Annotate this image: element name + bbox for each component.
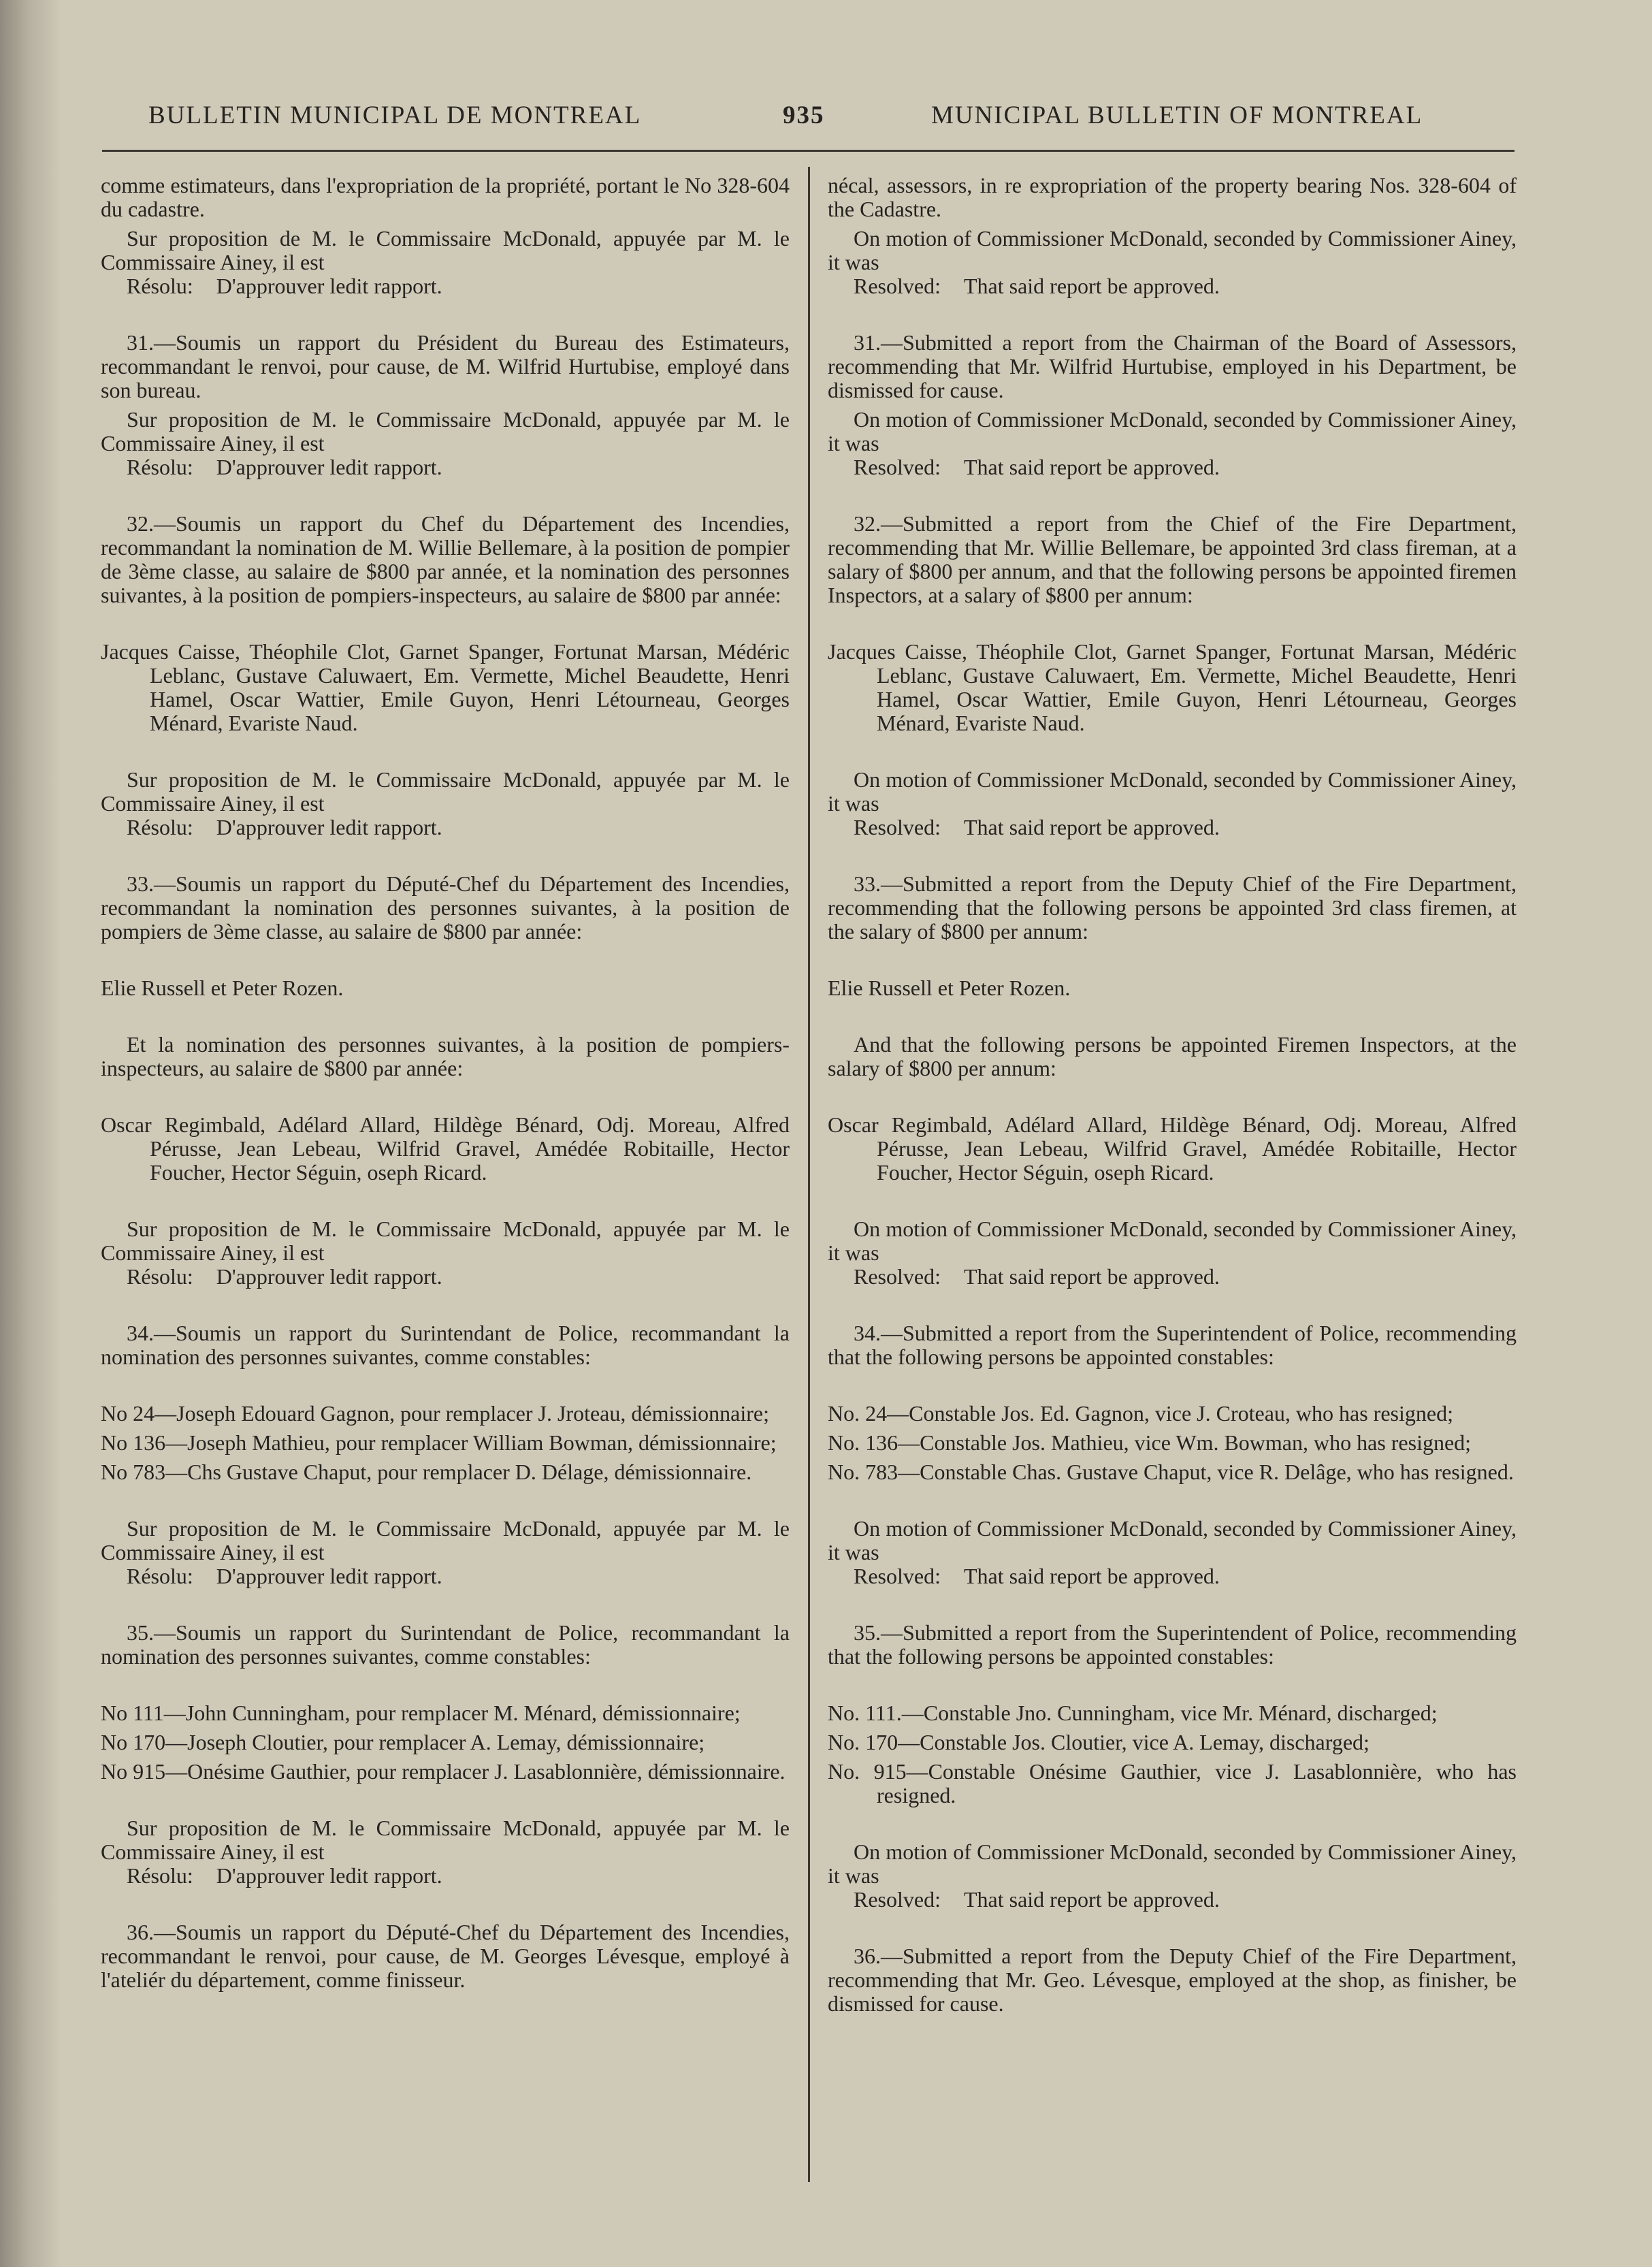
resolution-32 xyxy=(828,816,1517,839)
page-spine-shadow xyxy=(0,0,61,2267)
list-35b: No 170—Joseph Cloutier, pour remplacer A. Lemay, démissionnaire; xyxy=(101,1730,705,1754)
motion-31: Sur proposition de M. le Commissaire McDonald, appuyée par M. le Commissaire Ainey, il est xyxy=(101,407,790,455)
column-divider xyxy=(808,167,810,2182)
motion-35: On motion of Commissioner McDonald, seconded by Commissioner Ainey, it was xyxy=(828,1839,1517,1888)
resolution-label: Résolu: xyxy=(127,1863,193,1888)
resolution-text: That said report be approved. xyxy=(963,1564,1220,1588)
item-36: 36.—Submitted a report from the Deputy Chief of the Fire Department, recommending that Mr. Geo. Lévesque, employed at the shop, as finisher, be dismissed for cause. xyxy=(828,1944,1517,2016)
list-35c: No. 915—Constable Onésime Gauthier, vice J. Lasablonnière, who has resigned. xyxy=(828,1759,1517,1807)
resolution-33 xyxy=(828,1265,1517,1289)
resolution-label: Résolu: xyxy=(127,1564,193,1588)
resolution-label: Resolved: xyxy=(854,1564,941,1588)
continued-paragraph: comme estimateurs, dans l'expropriation de la propriété, portant le No 328-604 du cadastre. xyxy=(101,173,790,221)
resolution-35 xyxy=(101,1864,790,1888)
resolution-34 xyxy=(101,1564,790,1588)
resolution-text: D'approuver ledit rapport. xyxy=(216,1564,442,1588)
item-33: 33.—Soumis un rapport du Député-Chef du Département des Incendies, recommandant la nomination des personnes suivantes, à la position de pompiers de 3ème classe, au salaire de $800 par année: xyxy=(101,871,790,944)
resolution-text: That said report be approved. xyxy=(963,1264,1220,1289)
item-33b: And that the following persons be appointed Firemen Inspectors, at the salary of $800 per annum: xyxy=(828,1032,1517,1080)
list-35a: No. 111.—Constable Jno. Cunningham, vice Mr. Ménard, discharged; xyxy=(828,1701,1438,1725)
list-35c: No 915—Onésime Gauthier, pour remplacer J. Lasablonnière, démissionnaire. xyxy=(101,1759,785,1784)
resolution-label: Resolved: xyxy=(854,1264,941,1289)
list-33b: Oscar Regimbald, Adélard Allard, Hildège Bénard, Odj. Moreau, Alfred Pérusse, Jean Lebeau, Wilfrid Gravel, Amédée Robitaille, Hector Foucher, Hector Séguin, oseph Ricard. xyxy=(828,1112,1517,1185)
list-35a: No 111—John Cunningham, pour remplacer M. Ménard, démissionnaire; xyxy=(101,1701,741,1725)
item-33: 33.—Submitted a report from the Deputy Chief of the Fire Department, recommending that the following persons be appointed 3rd class firemen, at the salary of $800 per annum: xyxy=(828,871,1517,944)
resolution-32 xyxy=(101,816,790,839)
item-35: 35.—Soumis un rapport du Surintendant de Police, recommandant la nomination des personnes suivantes, comme constables: xyxy=(101,1620,790,1669)
list-34c: No. 783—Constable Chas. Gustave Chaput, vice R. Delâge, who has resigned. xyxy=(828,1460,1514,1484)
motion-33: On motion of Commissioner McDonald, seconded by Commissioner Ainey, it was xyxy=(828,1217,1517,1265)
resolution-label: Resolved: xyxy=(854,815,941,839)
resolution-text: That said report be approved. xyxy=(963,455,1220,479)
english-column xyxy=(828,174,1517,2016)
resolution-text: That said report be approved. xyxy=(963,815,1220,839)
item-32: 32.—Submitted a report from the Chief of the Fire Department, recommending that Mr. Willie Bellemare, be appointed 3rd class fireman, at a salary of $800 per annum, and that the following persons be appointed firemen Inspectors, at a salary of $800 per annum: xyxy=(828,511,1517,607)
resolution-text: That said report be approved. xyxy=(963,274,1220,298)
item-36: 36.—Soumis un rapport du Député-Chef du Département des Incendies, recommandant le renvoi, pour cause, de M. Georges Lévesque, employé à l'ateliér du département, comme finisseur. xyxy=(101,1920,790,1992)
resolution-31 xyxy=(828,455,1517,479)
item-34: 34.—Soumis un rapport du Surintendant de Police, recommandant la nomination des personnes suivantes, comme constables: xyxy=(101,1321,790,1369)
motion-34: On motion of Commissioner McDonald, seconded by Commissioner Ainey, it was xyxy=(828,1516,1517,1564)
resolution-label: Resolved: xyxy=(854,274,941,298)
resolution-label: Résolu: xyxy=(127,1264,193,1289)
resolution-30 xyxy=(828,274,1517,298)
resolution-31 xyxy=(101,455,790,479)
list-33b: Oscar Regimbald, Adélard Allard, Hildège Bénard, Odj. Moreau, Alfred Pérusse, Jean Lebeau, Wilfrid Gravel, Amédée Robitaille, Hector Foucher, Hector Séguin, oseph Ricard. xyxy=(101,1112,790,1185)
header-rule xyxy=(102,150,1515,152)
list-34b: No 136—Joseph Mathieu, pour remplacer William Bowman, démissionnaire; xyxy=(101,1430,777,1455)
resolution-label: Résolu: xyxy=(127,815,193,839)
continued-paragraph: nécal, assessors, in re expropriation of the property bearing Nos. 328-604 of the Cadastre. xyxy=(828,173,1517,221)
resolution-label: Résolu: xyxy=(127,455,193,479)
resolution-30 xyxy=(101,274,790,298)
resolution-35 xyxy=(828,1888,1517,1912)
resolution-33 xyxy=(101,1265,790,1289)
header-title-english: MUNICIPAL BULLETIN OF MONTREAL xyxy=(931,101,1423,129)
list-32: Jacques Caisse, Théophile Clot, Garnet Spanger, Fortunat Marsan, Médéric Leblanc, Gustave Caluwaert, Em. Vermette, Michel Beaudette, Henri Hamel, Oscar Wattier, Emile Guyon, Henri Létourneau, Georges Ménard, Evariste Naud. xyxy=(828,639,1517,735)
list-34a: No 24—Joseph Edouard Gagnon, pour remplacer J. Jroteau, démissionnaire; xyxy=(101,1401,769,1426)
resolution-34 xyxy=(828,1564,1517,1588)
motion-30: Sur proposition de M. le Commissaire McDonald, appuyée par M. le Commissaire Ainey, il est xyxy=(101,226,790,274)
resolution-label: Resolved: xyxy=(854,1887,941,1912)
motion-32: On motion of Commissioner McDonald, seconded by Commissioner Ainey, it was xyxy=(828,767,1517,816)
motion-32: Sur proposition de M. le Commissaire McDonald, appuyée par M. le Commissaire Ainey, il est xyxy=(101,767,790,816)
list-34b: No. 136—Constable Jos. Mathieu, vice Wm. Bowman, who has resigned; xyxy=(828,1430,1472,1455)
motion-34: Sur proposition de M. le Commissaire McDonald, appuyée par M. le Commissaire Ainey, il est xyxy=(101,1516,790,1564)
resolution-label: Résolu: xyxy=(127,274,193,298)
list-35b: No. 170—Constable Jos. Cloutier, vice A. Lemay, discharged; xyxy=(828,1730,1370,1754)
resolution-text: D'approuver ledit rapport. xyxy=(216,455,442,479)
resolution-text: D'approuver ledit rapport. xyxy=(216,274,442,298)
item-31: 31.—Soumis un rapport du Président du Bureau des Estimateurs, recommandant le renvoi, pour cause, de M. Wilfrid Hurtubise, employé dans son bureau. xyxy=(101,330,790,402)
item-31: 31.—Submitted a report from the Chairman of the Board of Assessors, recommending that Mr. Wilfrid Hurtubise, employed in his Department, be dismissed for cause. xyxy=(828,330,1517,402)
resolution-text: D'approuver ledit rapport. xyxy=(216,815,442,839)
motion-35: Sur proposition de M. le Commissaire McDonald, appuyée par M. le Commissaire Ainey, il est xyxy=(101,1816,790,1864)
list-34c: No 783—Chs Gustave Chaput, pour remplacer D. Délage, démissionnaire. xyxy=(101,1460,752,1484)
french-column xyxy=(101,174,790,1992)
list-32: Jacques Caisse, Théophile Clot, Garnet Spanger, Fortunat Marsan, Médéric Leblanc, Gustave Caluwaert, Em. Vermette, Michel Beaudette, Henri Hamel, Oscar Wattier, Emile Guyon, Henri Létourneau, Georges Ménard, Evariste Naud. xyxy=(101,639,790,735)
resolution-text: D'approuver ledit rapport. xyxy=(216,1264,442,1289)
motion-30: On motion of Commissioner McDonald, seconded by Commissioner Ainey, it was xyxy=(828,226,1517,274)
item-33b: Et la nomination des personnes suivantes, à la position de pompiers-inspecteurs, au salaire de $800 par année: xyxy=(101,1032,790,1080)
item-35: 35.—Submitted a report from the Superintendent of Police, recommending that the following persons be appointed constables: xyxy=(828,1620,1517,1669)
motion-33: Sur proposition de M. le Commissaire McDonald, appuyée par M. le Commissaire Ainey, il est xyxy=(101,1217,790,1265)
list-33a: Elie Russell et Peter Rozen. xyxy=(828,976,1071,1000)
resolution-label: Resolved: xyxy=(854,455,941,479)
resolution-text: That said report be approved. xyxy=(963,1887,1220,1912)
resolution-text: D'approuver ledit rapport. xyxy=(216,1863,442,1888)
item-32: 32.—Soumis un rapport du Chef du Département des Incendies, recommandant la nomination de M. Willie Bellemare, à la position de pompier de 3ème classe, au salaire de $800 par année, et la nomination des personnes suivantes, à la position de pompiers-inspecteurs, au salaire de $800 par année: xyxy=(101,511,790,607)
list-33a: Elie Russell et Peter Rozen. xyxy=(101,976,344,1000)
item-34: 34.—Submitted a report from the Superintendent of Police, recommending that the following persons be appointed constables: xyxy=(828,1321,1517,1369)
header-title-french: BULLETIN MUNICIPAL DE MONTREAL xyxy=(148,101,642,129)
motion-31: On motion of Commissioner McDonald, seconded by Commissioner Ainey, it was xyxy=(828,407,1517,455)
page-number: 935 xyxy=(783,101,825,129)
list-34a: No. 24—Constable Jos. Ed. Gagnon, vice J. Croteau, who has resigned; xyxy=(828,1401,1453,1426)
page-header xyxy=(0,101,1652,142)
